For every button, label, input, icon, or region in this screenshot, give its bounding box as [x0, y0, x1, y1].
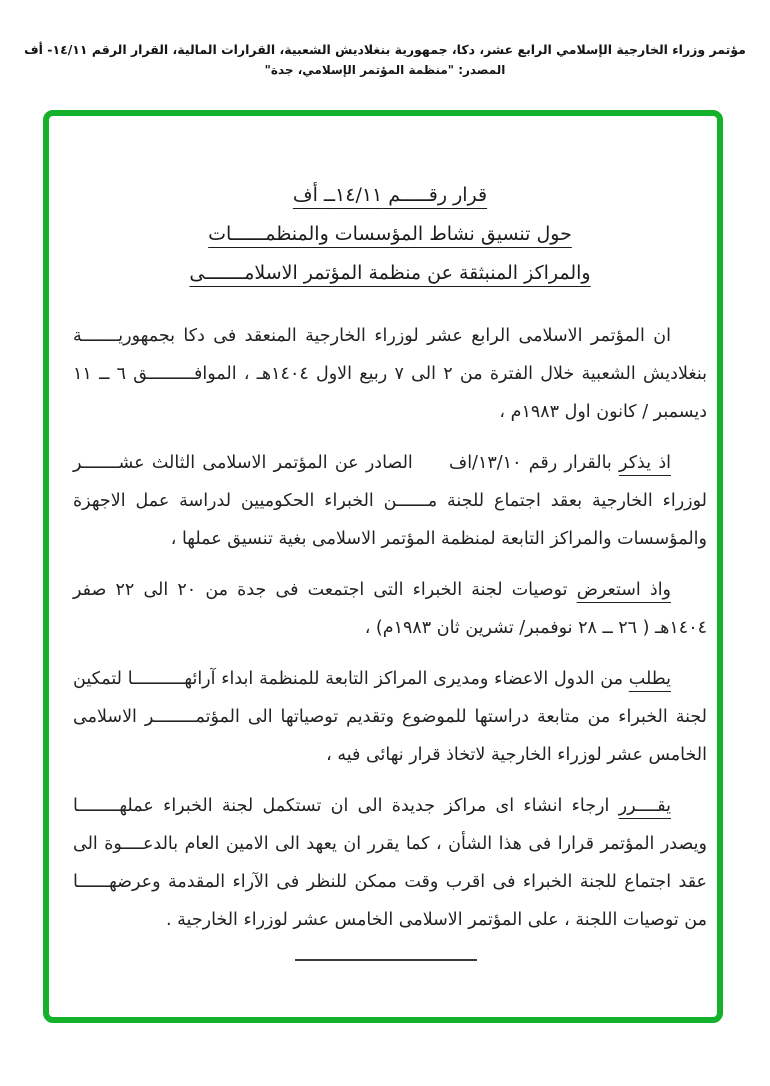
paragraph-text: ان المؤتمر الاسلامى الرابع عشر لوزراء الخارجية المنعقد فى دكا بجمهوريـــــــة بنغلاديش الشعبية خلال الفترة من ٢ الى ٧ ربيع الاول ١٤٠٤هـ ، الموافـــــــــق ٦ ــ ١١ ديسمبر / كانون اول ١٩٨٣م ، — [73, 326, 707, 422]
paragraph-lead: يقــــرر — [618, 796, 671, 816]
paragraph-text: ارجاء انشاء اى مراكز جديدة الى ان تستكمل لجنة الخبراء عملهــــــــا ويصدر المؤتمر قرارا فى هذا الشأن ، كما يقرر ان يعهد الى الامين العام بالدعــــوة الى عقد اجتماع للجنة الخبراء فى اقرب وقت ممكن للنظر فى الآراء المقدمة وعرضهــــــا من توصيات اللجنة ، على المؤتمر الاسلامى الخامس عشر لوزراء الخارجية . — [73, 796, 707, 930]
citation-header — [0, 42, 770, 77]
closing-rule — [295, 959, 477, 961]
resolution-title-line-2: حول تنسيق نشاط المؤسسات والمنظمــــــات — [208, 223, 572, 245]
paragraph-text: توصيات لجنة الخبراء التى اجتمعت فى جدة من ٢٠ الى ٢٢ صفر ١٤٠٤هـ ( ٢٦ ــ ٢٨ نوفمبر/ تشرين ثان ١٩٨٣م) ، — [73, 580, 707, 638]
citation-source-line: المصدر: "منظمة المؤتمر الإسلامي، جدة" — [264, 63, 506, 77]
paragraph-recalling — [73, 444, 707, 558]
paragraph-having-reviewed — [73, 571, 707, 647]
paragraph-text: من الدول الاعضاء ومديرى المراكز التابعة للمنظمة ابداء آرائهــــــــــا لتمكين لجنة الخبراء من متابعة دراستها للموضوع وتقديم توصياتها الى المؤتمــــــــر الاسلامى الخامس عشر لوزراء الخارجية لاتخاذ قرار نهائى فيه ، — [73, 669, 707, 765]
paragraph-lead: يطلب — [628, 669, 671, 689]
citation-header-line-1: مؤتمر وزراء الخارجية الإسلامي الرابع عشر، دكا، جمهورية بنغلاديش الشعبية، القرارات المالية، القرار الرقم ١٤/١١- أف — [24, 42, 746, 57]
paragraph-decides — [73, 787, 707, 939]
resolution-document — [73, 176, 707, 952]
resolution-title-line-3: والمراكز المنبثقة عن منظمة المؤتمر الاسلامـــــــى — [189, 262, 591, 284]
paragraph-requests — [73, 660, 707, 774]
paragraph-lead: واذ استعرض — [576, 580, 672, 600]
paragraph-preamble — [73, 317, 707, 431]
paragraph-text: بالقرار رقم ١٣/١٠/اف الصادر عن المؤتمر الاسلامى الثالث عشـــــــر لوزراء الخارجية بعقد اجتماع للجنة مــــــن الخبراء الحكوميين لدراسة عمل الاجهزة والمؤسسات والمراكز التابعة لمنظمة المؤتمر الاسلامى بغية تنسيق عملها ، — [73, 453, 707, 549]
resolution-title — [73, 176, 707, 293]
resolution-title-line-1: قرار رقـــــم ١٤/١١ــ أف — [292, 184, 488, 206]
paragraph-lead: اذ يذكر — [619, 453, 671, 473]
